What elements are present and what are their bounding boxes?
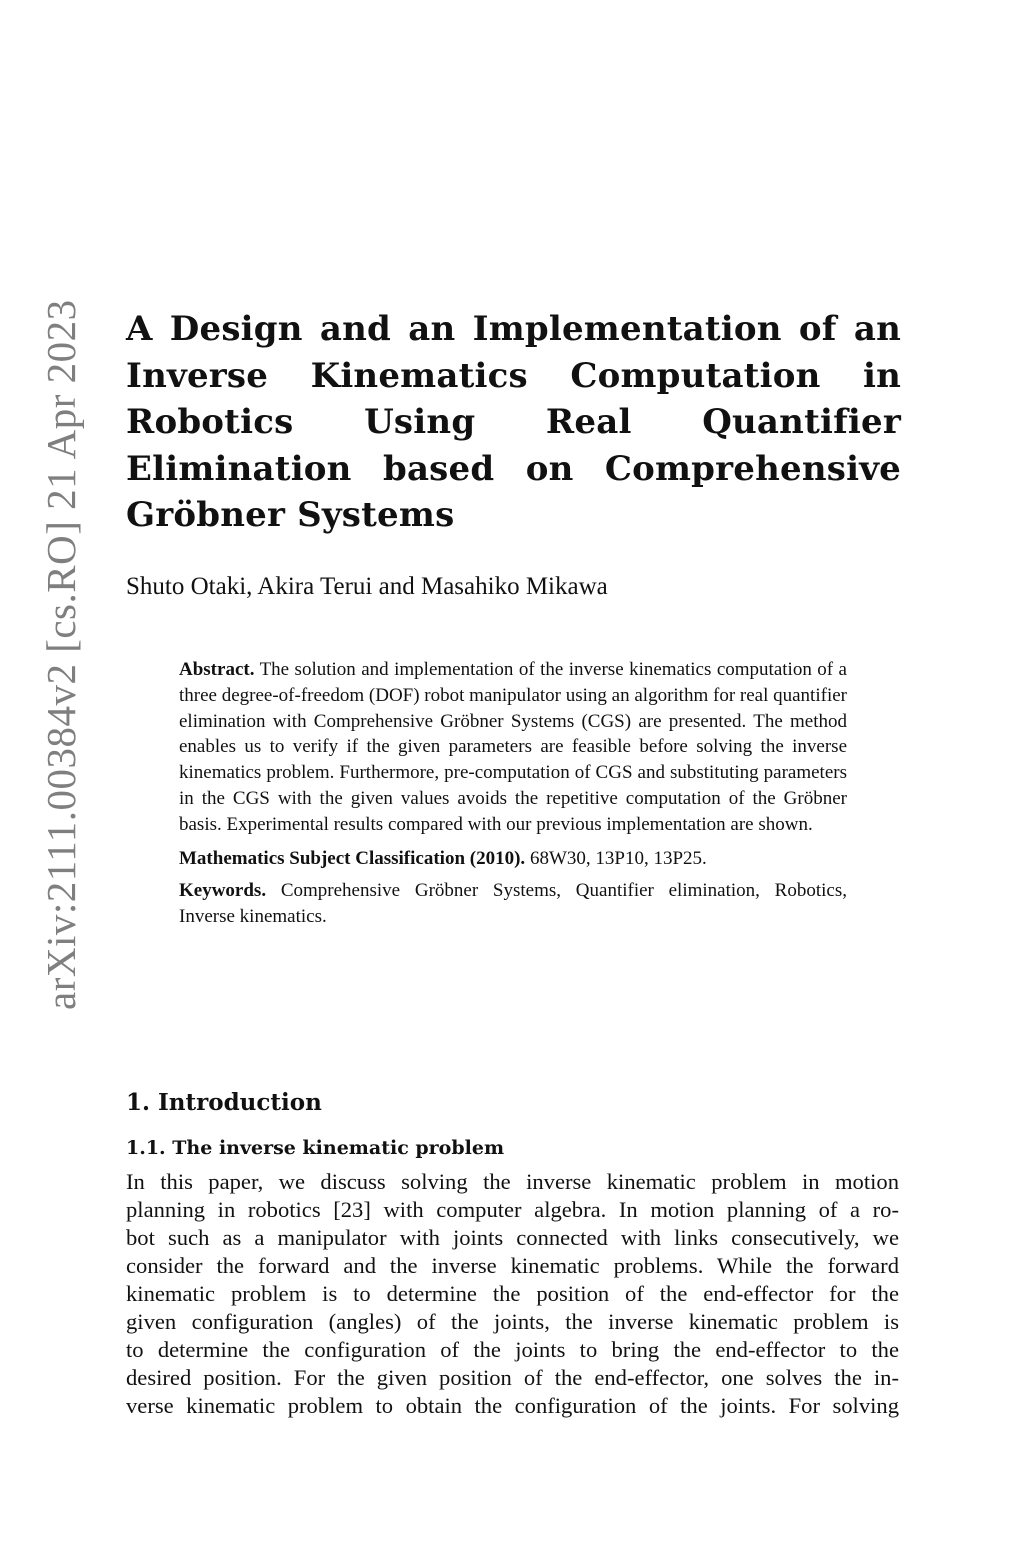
body-line: verse kinematic problem to obtain the configuration of the joints. For solving [126,1393,899,1418]
body-line: planning in robotics [23] with computer algebra. In motion planning of a ro- [126,1197,899,1222]
abstract-text: The solution and implementation of the inverse kinematics computation of a three degree-of-freedom (DOF) robot manipulator using an algorithm for real quantifier elimination with Comprehensive Gröbner Systems (CGS) are presented. The method enables us to verify if the given parameters are feasible before solving the inverse kinematics problem. Furthermore, pre-computation of CGS and substituting parameters in the CGS with the given values avoids the repetitive computation of the Gröbner basis. Experimental results compared with our previous implementation are shown. [179,659,847,835]
body-line: In this paper, we discuss solving the inverse kinematic problem in motion [126,1169,899,1194]
body-line: kinematic problem is to determine the position of the end-effector for the [126,1281,899,1306]
abstract-block [179,657,847,930]
body-paragraph [126,1168,899,1420]
body-line: consider the forward and the inverse kinematic problems. While the forward [126,1253,899,1278]
body-line: bot such as a manipulator with joints connected with links consecutively, we [126,1225,899,1250]
msc-label: Mathematics Subject Classification (2010). [179,847,526,869]
msc-paragraph [179,846,847,872]
keywords-label: Keywords. [179,880,267,902]
abstract-paragraph [179,657,847,838]
keywords-text: Comprehensive Gröbner Systems, Quantifier elimination, Robotics, Inverse kinematics. [179,880,847,928]
section-heading-introduction: 1. Introduction [126,1089,322,1116]
body-line: to determine the configuration of the joints to bring the end-effector to the [126,1337,899,1362]
body-line: given configuration (angles) of the joints, the inverse kinematic problem is [126,1309,899,1334]
body-line: desired position. For the given position of the end-effector, one solves the in- [126,1365,899,1390]
abstract-label: Abstract. [179,659,255,680]
keywords-paragraph [179,878,847,930]
msc-codes: 68W30, 13P10, 13P25. [529,847,707,869]
subsection-heading-inverse-kinematic: 1.1. The inverse kinematic problem [126,1137,505,1159]
arxiv-identifier-stamp: arXiv:2111.00384v2 [cs.RO] 21 Apr 2023 [38,299,84,1010]
paper-title: A Design and an Implementation of an Inverse Kinematics Computation in Robotics Using Real Quantifier Elimination based on Comprehensive Gröbner Systems [126,309,901,535]
author-list: Shuto Otaki, Akira Terui and Masahiko Mikawa [126,573,608,600]
